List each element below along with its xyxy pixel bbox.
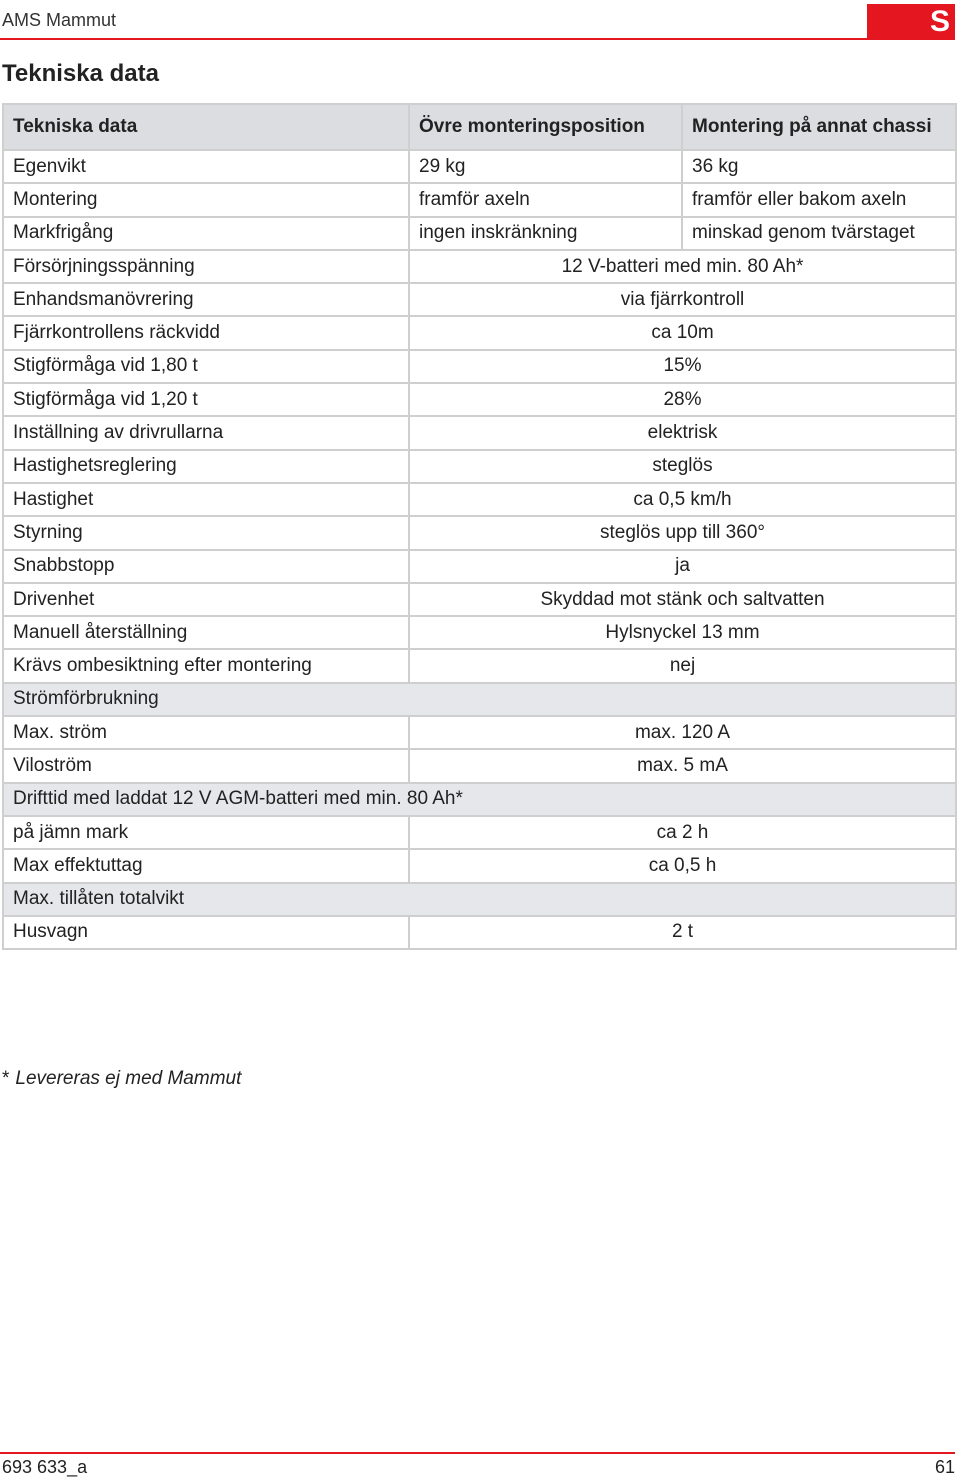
table-row (3, 450, 956, 483)
table-label-cell: Enhandsmanövrering (3, 283, 409, 316)
table-row (3, 150, 956, 183)
table-label-cell: Husvagn (3, 916, 409, 949)
table-value-cell: Skyddad mot stänk och saltvatten (409, 583, 956, 616)
table-value-cell: 2 t (409, 916, 956, 949)
table-row (3, 550, 956, 583)
table-label-cell: Stigförmåga vid 1,80 t (3, 350, 409, 383)
table-value-cell: ca 10m (409, 316, 956, 349)
table-value-cell: max. 120 A (409, 716, 956, 749)
table-section-row (3, 683, 956, 716)
table-value-cell: framför axeln (409, 183, 682, 216)
table-label-cell: på jämn mark (3, 816, 409, 849)
table-label-cell: Drifttid med laddat 12 V AGM-batteri med min. 80 Ah* (3, 783, 956, 816)
table-row (3, 283, 956, 316)
table-header-cell: Övre monteringsposition (409, 104, 682, 150)
table-header-row (3, 104, 956, 150)
table-value-cell: ca 0,5 h (409, 849, 956, 882)
table-row (3, 183, 956, 216)
table-value-cell: ca 0,5 km/h (409, 483, 956, 516)
table-row (3, 250, 956, 283)
table-section-row (3, 883, 956, 916)
footnote-marker: * (2, 1068, 10, 1089)
table-label-cell: Viloström (3, 749, 409, 782)
footnote-text: Levereras ej med Mammut (15, 1068, 242, 1089)
table-row (3, 716, 956, 749)
table-label-cell: Egenvikt (3, 150, 409, 183)
table-row (3, 583, 956, 616)
language-badge-label: S (929, 5, 950, 38)
language-badge (867, 4, 955, 40)
table-value-cell: 12 V-batteri med min. 80 Ah* (409, 250, 956, 283)
table-label-cell: Hastighetsreglering (3, 450, 409, 483)
table-value-cell: minskad genom tvärstaget (682, 217, 956, 250)
table-label-cell: Max. ström (3, 716, 409, 749)
table-value-cell: ingen inskränkning (409, 217, 682, 250)
table-label-cell: Inställning av drivrullarna (3, 416, 409, 449)
table-label-cell: Försörjningsspänning (3, 250, 409, 283)
page-title: Tekniska data (2, 60, 159, 87)
table-row (3, 416, 956, 449)
table-value-cell: Hylsnyckel 13 mm (409, 616, 956, 649)
table-value-cell: steglös (409, 450, 956, 483)
table-label-cell: Manuell återställning (3, 616, 409, 649)
table-label-cell: Krävs ombesiktning efter montering (3, 649, 409, 682)
table-header-cell: Tekniska data (3, 104, 409, 150)
table-value-cell: 36 kg (682, 150, 956, 183)
technical-data-table (2, 103, 957, 950)
table-value-cell: nej (409, 649, 956, 682)
table-value-cell: steglös upp till 360° (409, 516, 956, 549)
table-row (3, 483, 956, 516)
header-divider (0, 38, 868, 40)
table-row (3, 849, 956, 882)
table-row (3, 616, 956, 649)
table-label-cell: Max. tillåten totalvikt (3, 883, 956, 916)
footnote (2, 1068, 241, 1090)
table-value-cell: 29 kg (409, 150, 682, 183)
table-row (3, 516, 956, 549)
table-label-cell: Drivenhet (3, 583, 409, 616)
table-label-cell: Strömförbrukning (3, 683, 956, 716)
technical-data-table-body (3, 104, 956, 949)
table-value-cell: via fjärrkontroll (409, 283, 956, 316)
table-label-cell: Fjärrkontrollens räckvidd (3, 316, 409, 349)
table-label-cell: Stigförmåga vid 1,20 t (3, 383, 409, 416)
table-value-cell: elektrisk (409, 416, 956, 449)
table-value-cell: 28% (409, 383, 956, 416)
table-label-cell: Hastighet (3, 483, 409, 516)
table-value-cell: ja (409, 550, 956, 583)
table-label-cell: Styrning (3, 516, 409, 549)
table-label-cell: Max effektuttag (3, 849, 409, 882)
document-header-title: AMS Mammut (2, 10, 117, 30)
table-row (3, 916, 956, 949)
table-row (3, 749, 956, 782)
table-row (3, 649, 956, 682)
table-row (3, 816, 956, 849)
table-row (3, 316, 956, 349)
document-number: 693 633_a (2, 1457, 88, 1477)
table-row (3, 350, 956, 383)
table-row (3, 383, 956, 416)
table-header-cell: Montering på annat chassi (682, 104, 956, 150)
table-label-cell: Snabbstopp (3, 550, 409, 583)
table-label-cell: Markfrigång (3, 217, 409, 250)
table-value-cell: ca 2 h (409, 816, 956, 849)
table-row (3, 217, 956, 250)
table-value-cell: max. 5 mA (409, 749, 956, 782)
footer-divider (0, 1452, 955, 1454)
table-value-cell: framför eller bakom axeln (682, 183, 956, 216)
table-value-cell: 15% (409, 350, 956, 383)
table-label-cell: Montering (3, 183, 409, 216)
page-number: 61 (934, 1457, 955, 1477)
table-section-row (3, 783, 956, 816)
